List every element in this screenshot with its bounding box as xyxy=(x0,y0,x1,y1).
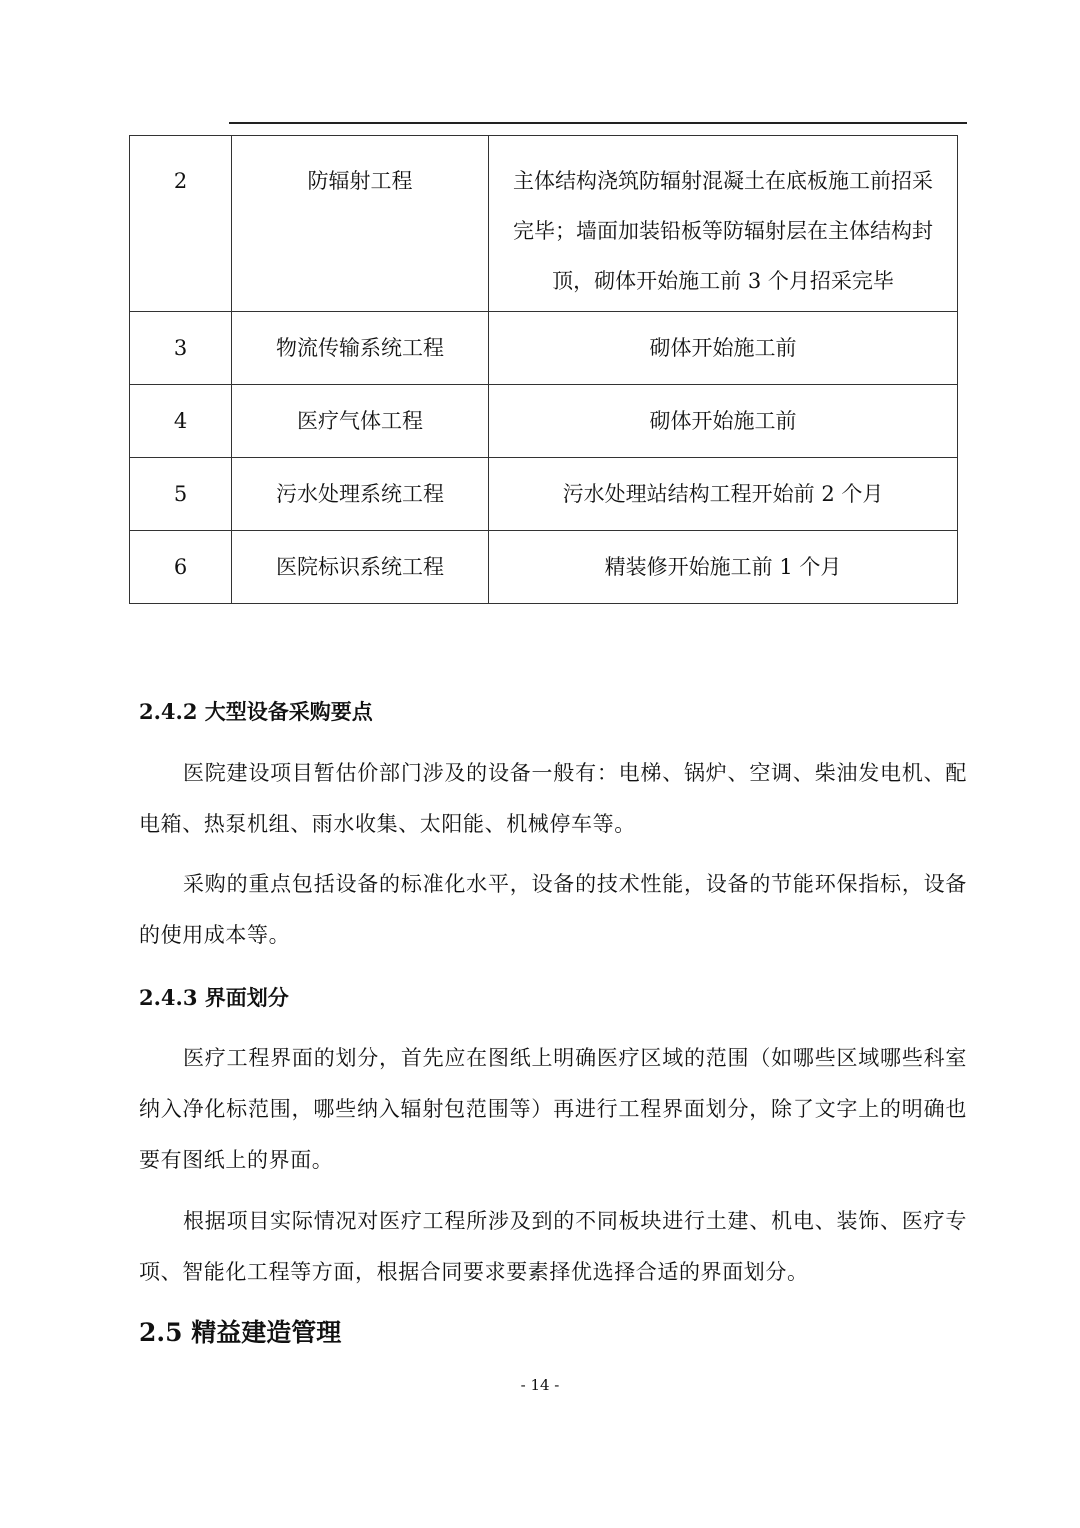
table-row xyxy=(130,385,958,458)
procurement-timing: 砌体开始施工前 xyxy=(489,312,958,385)
project-name: 医疗气体工程 xyxy=(232,385,489,458)
procurement-timing: 主体结构浇筑防辐射混凝土在底板施工前招采完毕；墙面加装铅板等防辐射层在主体结构封顶，砌体开始施工前 3 个月招采完毕 xyxy=(489,136,958,312)
procurement-timing: 砌体开始施工前 xyxy=(489,385,958,458)
paragraph-interface-division: 医疗工程界面的划分，首先应在图纸上明确医疗区域的范围（如哪些区域哪些科室纳入净化标范围，哪些纳入辐射包范围等）再进行工程界面划分，除了文字上的明确也要有图纸上的界面。 xyxy=(139,1046,967,1172)
row-number: 2 xyxy=(130,136,232,312)
row-number: 6 xyxy=(130,531,232,604)
project-name: 防辐射工程 xyxy=(232,136,489,312)
header-rule xyxy=(229,122,967,124)
project-name: 污水处理系统工程 xyxy=(232,458,489,531)
procurement-timing: 污水处理站结构工程开始前 2 个月 xyxy=(489,458,958,531)
section-heading-2-5: 2.5 精益建造管理 xyxy=(139,1318,342,1347)
table-row xyxy=(130,312,958,385)
project-name: 物流传输系统工程 xyxy=(232,312,489,385)
paragraph-interface-selection: 根据项目实际情况对医疗工程所涉及到的不同板块进行土建、机电、装饰、医疗专项、智能化工程等方面，根据合同要求要素择优选择合适的界面划分。 xyxy=(139,1209,967,1284)
row-number: 5 xyxy=(130,458,232,531)
table-row xyxy=(130,136,958,312)
table-row xyxy=(130,458,958,531)
paragraph-equipment-list: 医院建设项目暂估价部门涉及的设备一般有：电梯、锅炉、空调、柴油发电机、配电箱、热泵机组、雨水收集、太阳能、机械停车等。 xyxy=(139,761,967,836)
paragraph-procurement-focus: 采购的重点包括设备的标准化水平，设备的技术性能，设备的节能环保指标，设备的使用成本等。 xyxy=(139,872,967,947)
project-name: 医院标识系统工程 xyxy=(232,531,489,604)
table-row xyxy=(130,531,958,604)
section-heading-2-4-2: 2.4.2 大型设备采购要点 xyxy=(139,699,373,724)
row-number: 4 xyxy=(130,385,232,458)
section-heading-2-4-3: 2.4.3 界面划分 xyxy=(139,985,289,1010)
procurement-schedule-table xyxy=(129,135,958,604)
procurement-timing: 精装修开始施工前 1 个月 xyxy=(489,531,958,604)
page-number: - 14 - xyxy=(520,1376,560,1394)
row-number: 3 xyxy=(130,312,232,385)
